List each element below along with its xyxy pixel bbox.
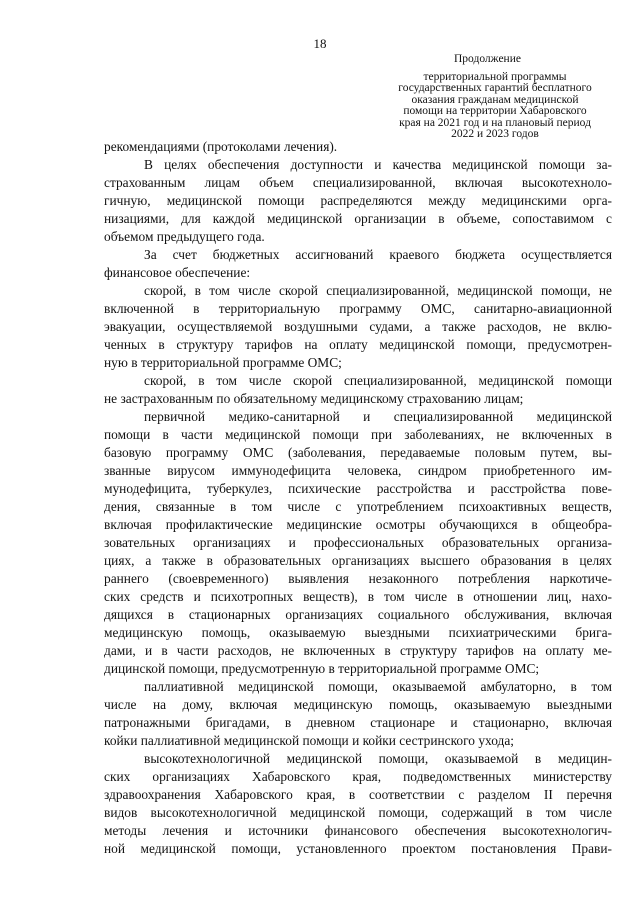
body-line: высокотехнологичной медицинской помощи, оказываемой в медицин- [144,751,612,766]
body-line: циях, а также в образовательных организациях высшего образования в целях [104,553,612,568]
body-line: дящихся в стационарных организациях социального обслуживания, включая [104,607,612,622]
body-line: патронажными бригадами, в дневном стационаре и стационарно, включая [104,715,612,730]
body-line: включая профилактические медицинские осмотры обучающихся в общеобра- [104,517,612,532]
body-line: дения, связанные в том числе с употреблением психоактивных веществ, [104,499,612,514]
body-line: ских средств и психотропных веществ), в том числе в отношении лиц, нахо- [104,589,612,604]
body-line: В целях обеспечения доступности и качества медицинской помощи за- [144,157,612,172]
body-line: скорой, в том числе скорой специализированной, медицинской помощи [144,373,612,388]
continuation-label: Продолжение [454,53,521,65]
body-line: включенной в территориальную программу ОМС, санитарно-авиационной [104,301,612,316]
body-line: рекомендациями (протоколами лечения). [104,139,338,154]
body-line: объемом предыдущего года. [104,229,265,244]
document-body [104,138,612,858]
body-line: страхованным лицам объем специализированной, включая высокотехноло- [104,175,612,190]
body-line: койки паллиативной медицинской помощи и койки сестринского ухода; [104,733,514,748]
body-line: не застрахованным по обязательному медицинскому страхованию лицам; [104,391,524,406]
header-line: 2022 и 2023 годов [451,128,539,140]
body-line: здравоохранения Хабаровского края, в соответствии с разделом II перечня [104,787,612,802]
body-line: зовательных организациях и профессиональных образовательных организа- [104,535,612,550]
body-line: ских организациях Хабаровского края, подведомственных министерству [104,769,612,784]
body-line: базовую программу ОМС (заболевания, передаваемые половым путем, вы- [104,445,612,460]
body-line: За счет бюджетных ассигнований краевого бюджета осуществляется [144,247,612,262]
header-line: государственных гарантий бесплатного [398,82,592,94]
body-line: эвакуации, осуществляемой воздушными судами, а также расходов, не вклю- [104,319,612,334]
body-line: званные вирусом иммунодефицита человека, синдром приобретенного им- [104,463,612,478]
body-line: числе на дому, включая медицинскую помощь, оказываемую выездными [104,697,612,712]
header-line: оказания гражданам медицинской [411,93,579,106]
body-line: первичной медико-санитарной и специализированной медицинской [144,409,612,424]
body-line: дами, и в части расходов, не включенных в структуру тарифов на оплату ме- [104,643,612,658]
body-line: низациями, для каждой медицинской организации в объеме, сопоставимом с [104,211,612,226]
body-line: видов высокотехнологичной медицинской помощи, содержащий в том числе [104,805,612,820]
body-line: методы лечения и источники финансового обеспечения высокотехнологич- [104,823,612,838]
body-line: помощи в части медицинской помощи при заболеваниях, не включенных в [104,427,612,442]
header-line: территориальной программы [423,70,567,83]
body-line: финансовое обеспечение: [104,265,251,280]
body-line: раннего (своевременного) выявления незаконного потребления наркотиче- [104,571,612,586]
body-line: ченных в структуру тарифов на оплату медицинской помощи, предусмотрен- [104,337,612,352]
header-program-title [380,72,610,141]
body-line: гичную, медицинской помощи распределяются между медицинскими орга- [104,193,612,208]
body-line: паллиативной медицинской помощи, оказываемой амбулаторно, в том [144,679,612,694]
body-line: мунодефицита, туберкулез, психические расстройства и расстройства пове- [104,481,612,496]
header-line: помощи на территории Хабаровского [403,105,587,117]
body-line: скорой, в том числе скорой специализированной, медицинской помощи, не [144,283,612,298]
continuation-header [380,54,610,141]
header-line: края на 2021 год и на плановый период [399,116,591,129]
body-line: дицинской помощи, предусмотренную в территориальной программе ОМС; [104,661,540,676]
page-number: 18 [313,36,327,51]
body-line: ную в территориальной программе ОМС; [104,355,342,370]
body-line: ной медицинской помощи, установленного проектом постановления Прави- [104,841,612,856]
body-line: медицинскую помощь, оказываемую выездными психиатрическими брига- [104,625,612,640]
